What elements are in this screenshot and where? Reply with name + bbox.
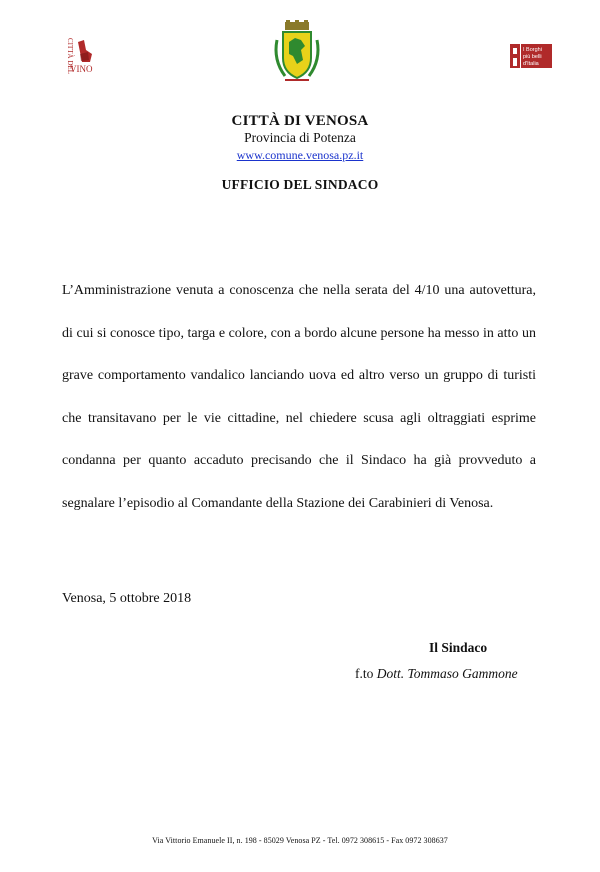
citta-del-vino-logo: [62, 36, 102, 76]
letterhead: [0, 112, 600, 164]
crown-merlon: [286, 20, 290, 24]
footer-address: Via Vittorio Emanuele II, n. 198 - 85029 Venosa PZ - Tel. 0972 308615 - Fax 0972 308637: [152, 836, 448, 845]
borghi-piu-belli-logo: [510, 44, 552, 68]
signature-line: [355, 666, 518, 682]
citta-del-vino-logo-graphic: [62, 36, 102, 76]
borghi-logo-line-1: I Borghi: [523, 47, 542, 53]
office-title: UFFICIO DEL SINDACO: [221, 177, 379, 192]
crown-merlon: [295, 20, 299, 24]
city-title: CITTÀ DI VENOSA: [231, 113, 369, 129]
date-line: Venosa, 5 ottobre 2018: [62, 591, 192, 606]
borghi-logo-line-3: d'Italia: [523, 61, 539, 67]
tower-window: [513, 48, 517, 54]
borghi-logo-line-2: più belli: [523, 54, 542, 60]
body-paragraph: L’Amministrazione venuta a conoscenza che nella serata del 4/10 una autovettura, di cui si conosce tipo, targa e colore, con a bordo alcune persone ha messo in atto un grave comportamento vandalico lanciando uova ed altro verso un gruppo di turisti che transitavano per le vie cittadine, nel chiedere scusa agli oltraggiati esprime condanna per quanto accaduto precisando che il Sindaco ha già provveduto a segnalare l’episodio al Comandante della Stazione dei Carabinieri di Venosa.: [62, 283, 536, 511]
logo-left-word: VINO: [70, 64, 93, 74]
website-link[interactable]: www.comune.venosa.pz.it: [236, 148, 364, 162]
signatory-name: Dott. Tommaso Gammone: [376, 666, 518, 681]
tower-door: [513, 58, 517, 66]
coat-of-arms-icon: [271, 20, 323, 84]
province-name: Provincia di Potenza: [244, 130, 356, 145]
logo-left-vertical-text: CITTÀ DEL: [66, 38, 74, 74]
borghi-logo-graphic: [510, 44, 552, 68]
signature-prefix: f.to: [355, 666, 377, 681]
signatory-title: Il Sindaco: [429, 640, 488, 655]
crown-merlon: [304, 20, 308, 24]
city-crest: [271, 20, 323, 84]
